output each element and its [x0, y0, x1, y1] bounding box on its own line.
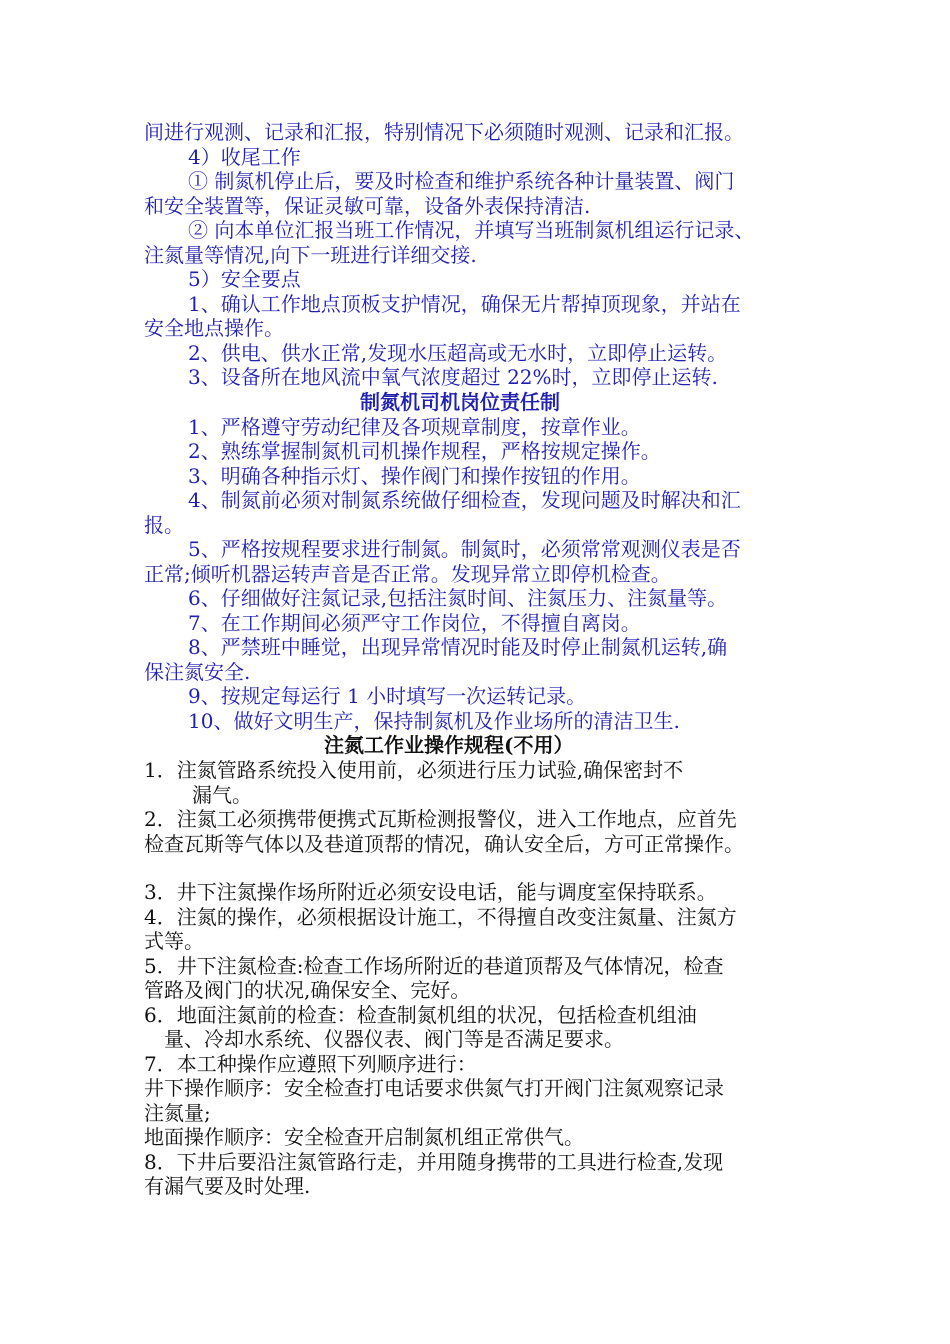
list-item: 7、在工作期间必须严守工作岗位，不得擅自离岗。: [188, 610, 641, 635]
list-item: 6、仔细做好注氮记录,包括注氮时间、注氮压力、注氮量等。: [188, 586, 728, 610]
list-item-continuation: 正常;倾听机器运转声音是否正常。发现异常立即停机检查。: [144, 561, 671, 586]
operation-section-continued: [144, 120, 824, 390]
list-item: 4．注氮的操作，必须根据设计施工，不得擅自改变注氮量、注氮方: [144, 904, 737, 929]
list-item-continuation: 检查瓦斯等气体以及巷道顶帮的情况，确认安全后，方可正常操作。: [144, 831, 744, 856]
blank-line: [144, 856, 824, 880]
list-item: 1、严格遵守劳动纪律及各项规章制度，按章作业。: [188, 414, 641, 439]
list-item: 3、明确各种指示灯、操作阀门和操作按钮的作用。: [188, 463, 641, 488]
subsection-heading-safety: 5）安全要点: [188, 267, 301, 291]
list-item: 7．本工种操作应遵照下列顺序进行：: [144, 1051, 477, 1076]
paragraph-line: 注氮量等情况,向下一班进行详细交接.: [144, 242, 477, 267]
list-item: 9、按规定每运行 1 小时填写一次运转记录。: [188, 684, 587, 708]
list-item-continuation: 量、冷却水系统、仪器仪表、阀门等是否满足要求。: [164, 1027, 624, 1051]
paragraph-line: 间进行观测、记录和汇报，特别情况下必须随时观测、记录和汇报。: [144, 120, 744, 144]
paragraph-line: 1、确认工作地点顶板支护情况，确保无片帮掉顶现象，并站在: [188, 291, 741, 316]
paragraph-line: 地面操作顺序：安全检查开启制氮机组正常供气。: [144, 1125, 584, 1149]
list-item: 8、严禁班中睡觉，出现异常情况时能及时停止制氮机运转,确: [188, 635, 728, 659]
list-item-continuation: 报。: [144, 512, 184, 537]
list-item: 5．井下注氮检查:检查工作场所附近的巷道顶帮及气体情况，检查: [144, 953, 724, 978]
list-item-continuation: 有漏气要及时处理.: [144, 1174, 311, 1198]
document-page: [144, 120, 824, 1199]
list-item: 6．地面注氮前的检查：检查制氮机组的状况，包括检查机组油: [144, 1002, 697, 1027]
list-item: 3．井下注氮操作场所附近必须安设电话，能与调度室保持联系。: [144, 880, 717, 904]
list-item: 8．下井后要沿注氮管路行走，并用随身携带的工具进行检查,发现: [144, 1149, 724, 1174]
section-title-injection-procedure: 注氮工作业操作规程(不用）: [324, 733, 574, 757]
operator-duties-section: [144, 415, 824, 734]
paragraph-line: 井下操作顺序：安全检查打电话要求供氮气打开阀门注氮观察记录: [144, 1076, 724, 1100]
subsection-heading-wrap-up: 4）收尾工作: [188, 144, 301, 169]
section-title-operator-duties: 制氮机司机岗位责任制: [360, 389, 560, 414]
list-item-continuation: 漏气。: [192, 782, 252, 807]
paragraph-line: 和安全装置等，保证灵敏可靠，设备外表保持清洁.: [144, 193, 591, 218]
injection-procedure-section: [144, 758, 824, 1199]
paragraph-line: ② 向本单位汇报当班工作情况，并填写当班制氮机组运行记录、: [188, 218, 755, 242]
list-item-continuation: 保注氮安全.: [144, 659, 251, 684]
list-item: 4、制氮前必须对制氮系统做仔细检查，发现问题及时解决和汇: [188, 488, 741, 512]
paragraph-line: 2、供电、供水正常,发现水压超高或无水时，立即停止运转。: [188, 340, 728, 365]
list-item: 5、严格按规程要求进行制氮。制氮时，必须常常观测仪表是否: [188, 537, 741, 561]
list-item: 10、做好文明生产，保持制氮机及作业场所的清洁卫生.: [188, 708, 680, 733]
list-item: 1．注氮管路系统投入使用前，必须进行压力试验,确保密封不: [144, 758, 684, 782]
list-item-continuation: 管路及阀门的状况,确保安全、完好。: [144, 978, 471, 1002]
paragraph-line: ① 制氮机停止后，要及时检查和维护系统各种计量装置、阀门: [188, 169, 735, 193]
paragraph-line: 安全地点操作。: [144, 316, 284, 340]
list-item: 2、熟练掌握制氮机司机操作规程，严格按规定操作。: [188, 439, 661, 463]
list-item: 2．注氮工必须携带便携式瓦斯检测报警仪，进入工作地点，应首先: [144, 807, 737, 831]
paragraph-line: 3、设备所在地风流中氧气浓度超过 22%时，立即停止运转.: [188, 365, 718, 389]
list-item-continuation: 式等。: [144, 929, 204, 953]
paragraph-line: 注氮量;: [144, 1100, 211, 1125]
